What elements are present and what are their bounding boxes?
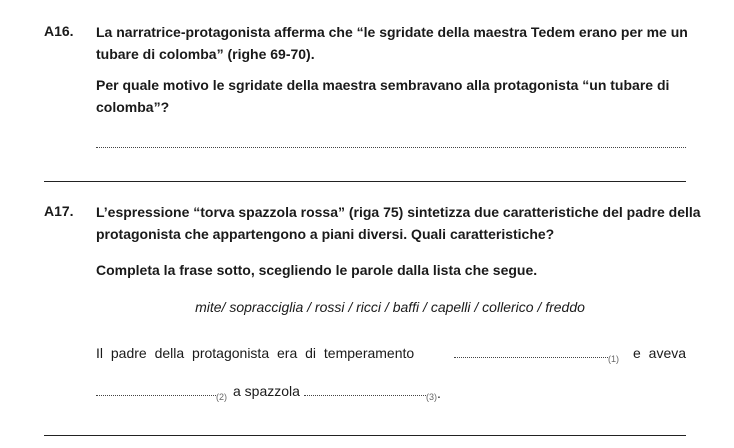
a17-instruction: Completa la frase sotto, scegliendo le parole dalla lista che segue. <box>96 262 538 278</box>
question-number-a17: A17. <box>44 203 74 219</box>
blank-1[interactable] <box>454 357 608 358</box>
blank-3-index: (3) <box>426 392 437 402</box>
sentence-start: Il padre della protagonista era di temperamento <box>96 345 415 361</box>
blank-1-index: (1) <box>608 354 619 364</box>
a17-prompt-line-2: protagonista che appartengono a piani diversi. Quali caratteristiche? <box>96 226 555 242</box>
a16-answer-line[interactable] <box>96 147 686 148</box>
a16-prompt-line-2: tubare di colomba” (righe 69-70). <box>96 46 315 62</box>
sentence-mid: e aveva <box>633 345 687 361</box>
a17-prompt-line-1: L’espressione “torva spazzola rossa” (riga 75) sintetizza due caratteristiche del padre della <box>96 204 701 220</box>
section-divider <box>44 181 686 182</box>
blank-2[interactable] <box>96 395 216 396</box>
a16-prompt-line-1: La narratrice-protagonista afferma che “le sgridate della maestra Tedem erano per me un <box>96 24 688 40</box>
bottom-divider <box>44 435 686 436</box>
sentence-end: . <box>437 385 441 401</box>
a16-question-line-1: Per quale motivo le sgridate della maestra sembravano alla protagonista “un tubare di <box>96 77 670 93</box>
question-number-a16: A16. <box>44 23 74 39</box>
sentence-mid-2: a spazzola <box>233 383 300 399</box>
blank-2-index: (2) <box>216 392 227 402</box>
word-list: mite/ sopracciglia / rossi / ricci / baffi / capelli / collerico / freddo <box>195 299 585 315</box>
a16-question-line-2: colomba”? <box>96 99 170 115</box>
blank-3[interactable] <box>304 395 426 396</box>
